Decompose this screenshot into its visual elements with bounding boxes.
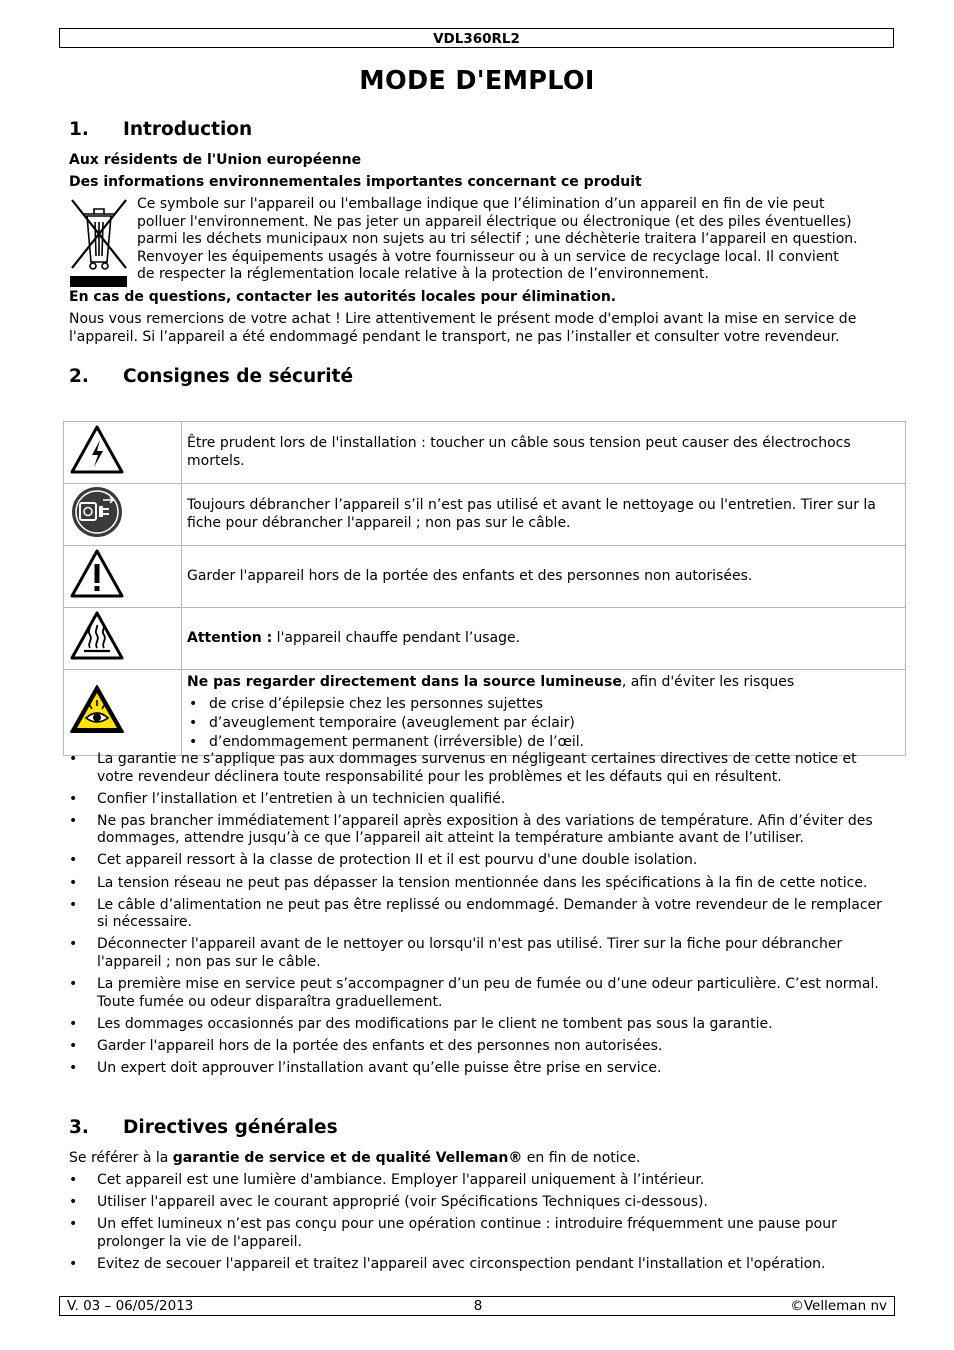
list-item: • Confier l’installation et l’entretien à un technicien qualifié. bbox=[69, 791, 889, 809]
section-1-number: 1. bbox=[69, 119, 89, 140]
list-item: • de crise d’épilepsie chez les personnes sujettes bbox=[187, 695, 899, 714]
weee-crossed-bin-icon bbox=[69, 196, 129, 288]
warranty-text-pre: Se référer à la bbox=[69, 1150, 173, 1166]
general-guidelines-list bbox=[69, 1172, 889, 1278]
safety-text: Toujours débrancher l’appareil s’il n’est pas utilisé et avant le nettoyage ou l'entretien. Tirer sur la fiche pour débrancher l'appareil ; non pas sur le câble. bbox=[182, 484, 906, 546]
safety-row bbox=[64, 484, 906, 546]
general-warning-icon bbox=[69, 546, 125, 602]
disposal-questions-note: En cas de questions, contacter les autorités locales pour élimination. bbox=[69, 289, 617, 305]
section-3-number: 3. bbox=[69, 1117, 89, 1138]
section-2-title: Consignes de sécurité bbox=[123, 366, 354, 387]
safety-text-bold: Ne pas regarder directement dans la source lumineuse bbox=[187, 674, 622, 690]
eu-residents-heading: Aux résidents de l'Union européenne bbox=[69, 152, 362, 168]
list-item: • Un expert doit approuver l’installation avant qu’elle puisse être prise en service. bbox=[69, 1060, 889, 1078]
list-item: • Ne pas brancher immédiatement l’appareil après exposition à des variations de température. Afin d’éviter des dommages, attendre jusqu’à ce que l’appareil ait atteint la température ambiante avant de l’utiliser. bbox=[69, 813, 889, 848]
safety-text-rest: , afin d'éviter les risques bbox=[621, 674, 795, 690]
thanks-line: l'appareil. Si l’appareil a été endommagé pendant le transport, ne pas l’installer et consulter votre revendeur. bbox=[69, 328, 840, 345]
list-item: • La tension réseau ne peut pas dépasser la tension mentionnée dans les spécifications à la fin de cette notice. bbox=[69, 875, 889, 893]
eye-risk-list bbox=[187, 695, 899, 752]
list-item: • d’aveuglement temporaire (aveuglement par éclair) bbox=[187, 714, 899, 733]
safety-symbols-table bbox=[63, 421, 906, 756]
safety-icon-cell bbox=[64, 670, 182, 756]
section-1-heading bbox=[69, 119, 252, 140]
weee-text-line: Ce symbole sur l'appareil ou l'emballage indique que l’élimination d’un appareil en fin de vie peut bbox=[137, 196, 825, 212]
safety-row bbox=[64, 670, 906, 756]
safety-text bbox=[182, 670, 906, 756]
safety-text: Être prudent lors de l'installation : toucher un câble sous tension peut causer des électrochocs mortels. bbox=[182, 422, 906, 484]
list-item: • Utiliser l'appareil avec le courant approprié (voir Spécifications Techniques ci-dessous). bbox=[69, 1194, 889, 1212]
list-item: • Cet appareil ressort à la classe de protection II et il est pourvu d'une double isolation. bbox=[69, 852, 889, 870]
section-2-heading bbox=[69, 366, 353, 387]
hot-surface-warning-icon bbox=[69, 608, 125, 664]
list-item: • Cet appareil est une lumière d'ambiance. Employer l'appareil uniquement à l’intérieur. bbox=[69, 1172, 889, 1190]
list-item: • Un effet lumineux n’est pas conçu pour une opération continue : introduire fréquemment une pause pour prolonger la vie de l'appareil. bbox=[69, 1216, 889, 1251]
unplug-icon bbox=[69, 484, 125, 540]
safety-text-rest: l'appareil chauffe pendant l’usage. bbox=[272, 630, 521, 646]
list-item: • Garder l'appareil hors de la portée des enfants et des personnes non autorisées. bbox=[69, 1038, 889, 1056]
list-item: • Evitez de secouer l'appareil et traitez l'appareil avec circonspection pendant l'installation et l'opération. bbox=[69, 1256, 889, 1274]
page-number: 8 bbox=[473, 1298, 483, 1314]
eye-hazard-warning-icon bbox=[69, 682, 125, 738]
thanks-paragraph bbox=[69, 311, 856, 346]
electric-shock-warning-icon bbox=[69, 422, 125, 478]
page-footer bbox=[59, 1296, 895, 1316]
safety-text-bold: Attention : bbox=[187, 630, 273, 646]
list-item: • Les dommages occasionnés par des modifications par le client ne tombent pas sous la garantie. bbox=[69, 1016, 889, 1034]
warranty-reference bbox=[69, 1150, 640, 1168]
section-2-number: 2. bbox=[69, 366, 89, 387]
safety-bullet-list bbox=[69, 751, 889, 1082]
section-3-heading bbox=[69, 1117, 338, 1138]
safety-row bbox=[64, 608, 906, 670]
warranty-text-bold: garantie de service et de qualité Velleman® bbox=[172, 1150, 523, 1166]
section-1-title: Introduction bbox=[123, 119, 253, 140]
eye-warning-heading bbox=[187, 673, 899, 691]
document-version: V. 03 – 06/05/2013 bbox=[67, 1298, 194, 1314]
weee-text-line: Renvoyer les équipements usagés à votre fournisseur ou à un service de recyclage local. Il convient bbox=[137, 248, 839, 265]
thanks-line: Nous vous remercions de votre achat ! Lire attentivement le présent mode d'emploi avant la mise en service de bbox=[69, 311, 857, 327]
weee-text-line: de respecter la réglementation locale relative à la protection de l’environnement. bbox=[137, 266, 709, 283]
safety-icon-cell bbox=[64, 608, 182, 670]
list-item: • La première mise en service peut s’accompagner d’un peu de fumée ou d’une odeur particulière. C’est normal. Toute fumée ou odeur disparaîtra graduellement. bbox=[69, 976, 889, 1011]
safety-icon-cell bbox=[64, 484, 182, 546]
list-item: • Déconnecter l'appareil avant de le nettoyer ou lorsqu'il n'est pas utilisé. Tirer sur la fiche pour débrancher l'appareil ; non pas sur le câble. bbox=[69, 936, 889, 971]
safety-icon-cell bbox=[64, 546, 182, 608]
list-item: • Le câble d’alimentation ne peut pas être replissé ou endommagé. Demander à votre revendeur de le remplacer si nécessaire. bbox=[69, 897, 889, 932]
safety-text bbox=[182, 608, 906, 670]
weee-text-line: polluer l'environnement. Ne pas jeter un appareil électrique ou électronique (et des piles éventuelles) bbox=[137, 213, 852, 230]
page-header-model: VDL360RL2 bbox=[59, 28, 894, 48]
safety-row bbox=[64, 546, 906, 608]
section-3-title: Directives générales bbox=[123, 1117, 338, 1138]
list-item: • d’endommagement permanent (irréversible) de l’œil. bbox=[187, 733, 899, 752]
environment-info-heading: Des informations environnementales importantes concernant ce produit bbox=[69, 174, 642, 190]
list-item: • La garantie ne s’applique pas aux dommages survenus en négligeant certaines directives de cette notice et votre revendeur déclinera toute responsabilité pour les problèmes et les défauts qui en résultent. bbox=[69, 751, 889, 786]
warranty-text-post: en fin de notice. bbox=[522, 1150, 641, 1166]
safety-row bbox=[64, 422, 906, 484]
safety-icon-cell bbox=[64, 422, 182, 484]
weee-text-block bbox=[137, 196, 858, 284]
page-title: MODE D'EMPLOI bbox=[359, 66, 595, 96]
copyright-brand: ©Velleman nv bbox=[790, 1298, 887, 1314]
safety-text: Garder l'appareil hors de la portée des enfants et des personnes non autorisées. bbox=[182, 546, 906, 608]
weee-text-line: parmi les déchets municipaux non sujets au tri sélectif ; une déchèterie traitera l’appareil en question. bbox=[137, 231, 858, 248]
